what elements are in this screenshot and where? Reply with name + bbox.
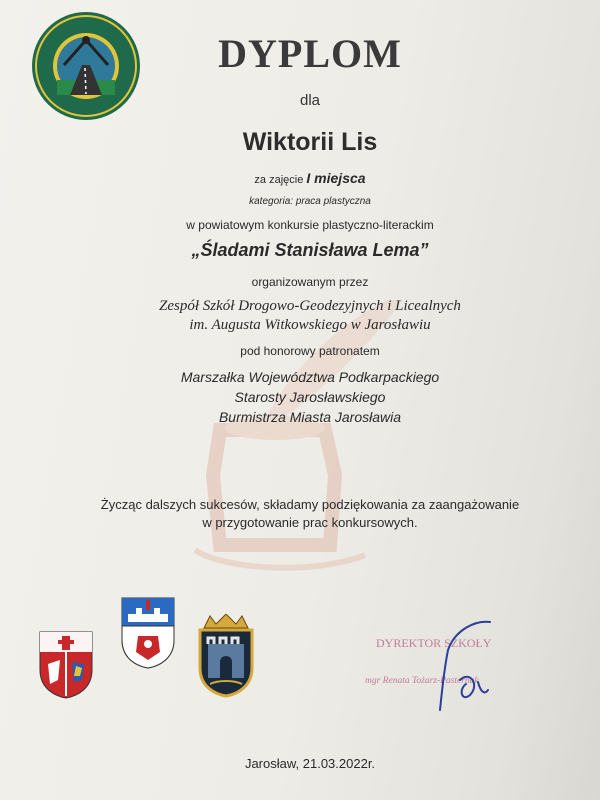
recipient-name: Wiktorii Lis <box>242 128 378 156</box>
diploma-title: DYPLOM <box>218 31 402 76</box>
wishes-line1: Życząc dalszych sukcesów, składamy podziękowania za zaangażowanie <box>100 497 520 512</box>
school-name-line2: im. Augusta Witkowskiego w Jarosławiu <box>189 317 431 333</box>
director-name: mgr Renata Tożarz-Pasternak <box>365 676 479 686</box>
school-name-line1: Zespół Szkół Drogowo-Geodezyjnych i Licealnych <box>159 298 461 314</box>
director-role: DYREKTOR SZKOŁY <box>376 636 492 650</box>
contest-intro: w powiatowym konkursie plastyczno-literackim <box>186 218 434 232</box>
patronage-label: pod honorowy patronatem <box>240 344 380 358</box>
jaroslaw-county-coat-of-arms <box>120 596 176 670</box>
podkarpackie-coat-of-arms <box>38 630 94 700</box>
patron-2: Starosty Jarosławskiego <box>234 389 386 405</box>
issue-date: Jarosław, 21.03.2022r. <box>244 756 376 771</box>
patron-1: Marszałka Województwa Podkarpackiego <box>180 369 440 385</box>
contest-title: „Śladami Stanisława Lema” <box>191 240 429 260</box>
wishes-line2: w przygotowanie prac konkursowych. <box>202 515 418 530</box>
place-prefix: za zajęcie <box>254 174 304 186</box>
organized-by: organizowanym przez <box>251 275 369 289</box>
jaroslaw-city-coat-of-arms <box>194 614 258 698</box>
place-line <box>0 170 600 186</box>
for-label: dla <box>299 92 321 109</box>
handwritten-signature <box>400 610 510 720</box>
category: kategoria: praca plastyczna <box>249 196 371 207</box>
place-value: I miejsca <box>306 170 366 186</box>
patron-3: Burmistrza Miasta Jarosławia <box>218 409 402 425</box>
